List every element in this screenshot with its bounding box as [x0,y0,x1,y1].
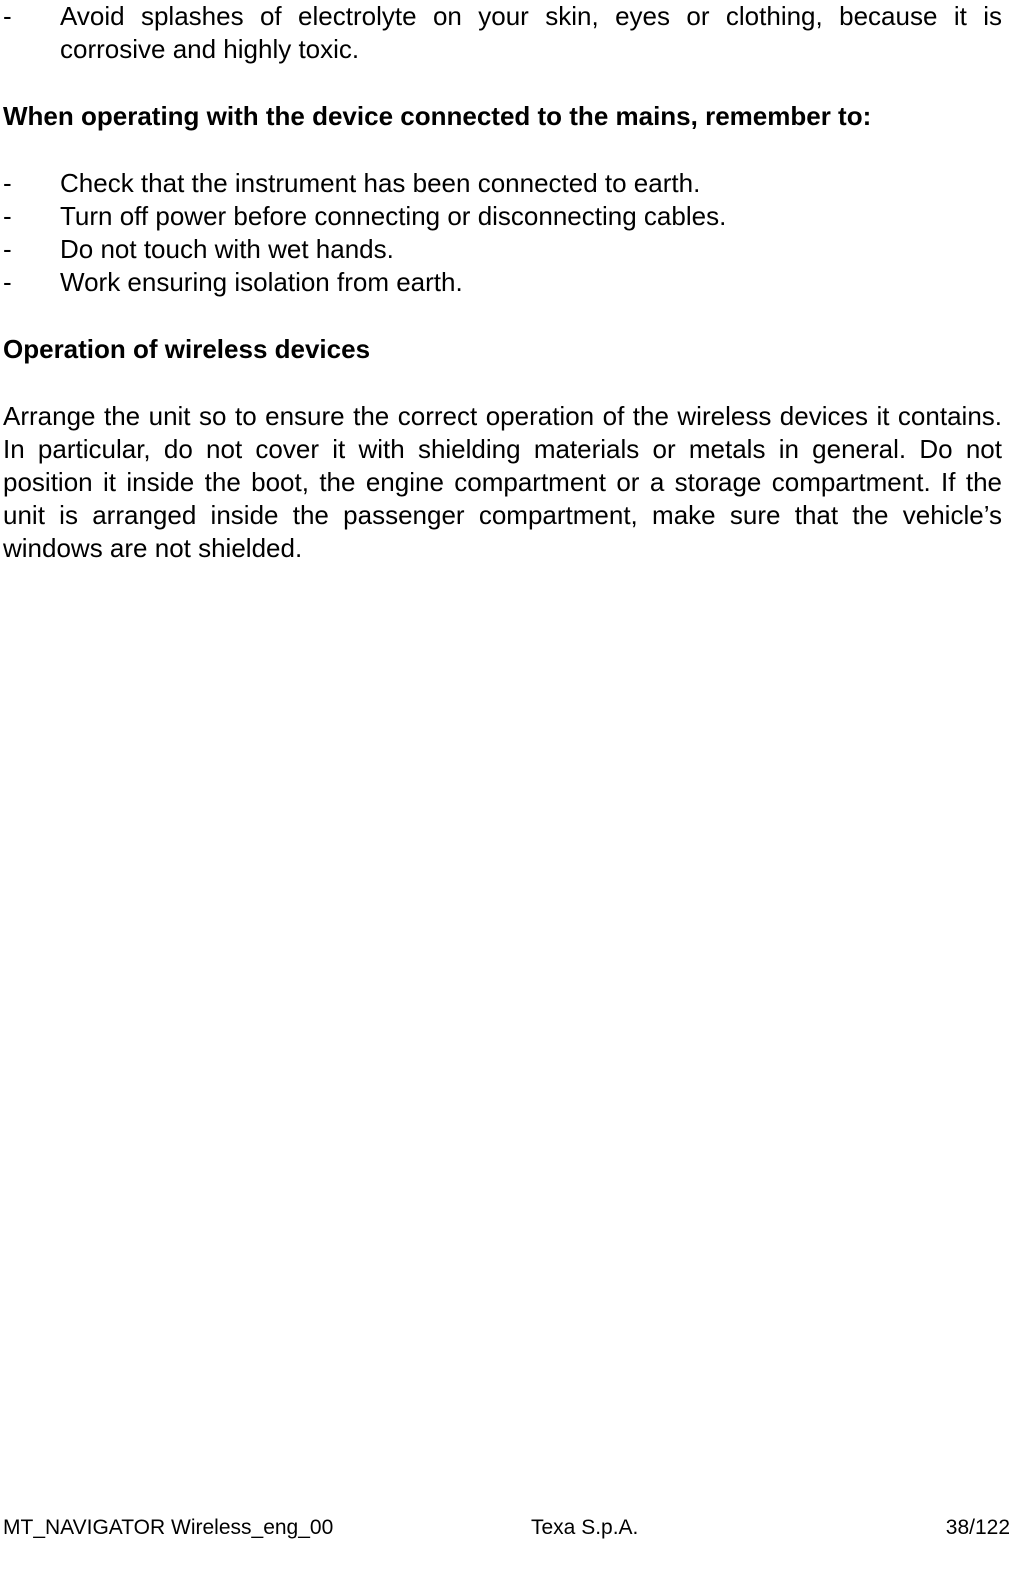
list-item-text: Do not touch with wet hands. [60,234,394,264]
section-heading-mains: When operating with the device connected to the mains, remember to: [3,101,872,131]
list-item [3,0,1002,66]
list-item [3,167,1002,200]
mains-checklist [3,167,1002,299]
list-bullet: - [3,1,12,31]
list-bullet: - [3,234,12,264]
footer-company: Texa S.p.A. [531,1516,639,1539]
document-page [3,0,1002,565]
footer-page-number: 38/122 [945,1516,1010,1539]
list-item-text: Check that the instrument has been connected to earth. [60,168,701,198]
list-item [3,233,1002,266]
list-bullet: - [3,168,12,198]
section-heading-wireless: Operation of wireless devices [3,334,371,364]
list-item-text: Turn off power before connecting or disconnecting cables. [60,201,727,231]
wireless-paragraph: Arrange the unit so to ensure the correct operation of the wireless devices it contains. In particular, do not cover it with shielding materials or metals in general. Do not position it inside the boot, the engine compartment or a storage compartment. If the unit is arranged inside the passenger compartment, make sure that the vehicle’s windows are not shielded. [3,401,1002,563]
list-item-text: Avoid splashes of electrolyte on your skin, eyes or clothing, because it is corrosive and highly toxic. [60,1,1002,64]
list-item [3,200,1002,233]
list-item [3,266,1002,299]
list-item-text: Work ensuring isolation from earth. [60,267,463,297]
page-footer [3,1514,1010,1544]
list-bullet: - [3,201,12,231]
footer-document-name: MT_NAVIGATOR Wireless_eng_00 [3,1516,334,1539]
list-bullet: - [3,267,12,297]
